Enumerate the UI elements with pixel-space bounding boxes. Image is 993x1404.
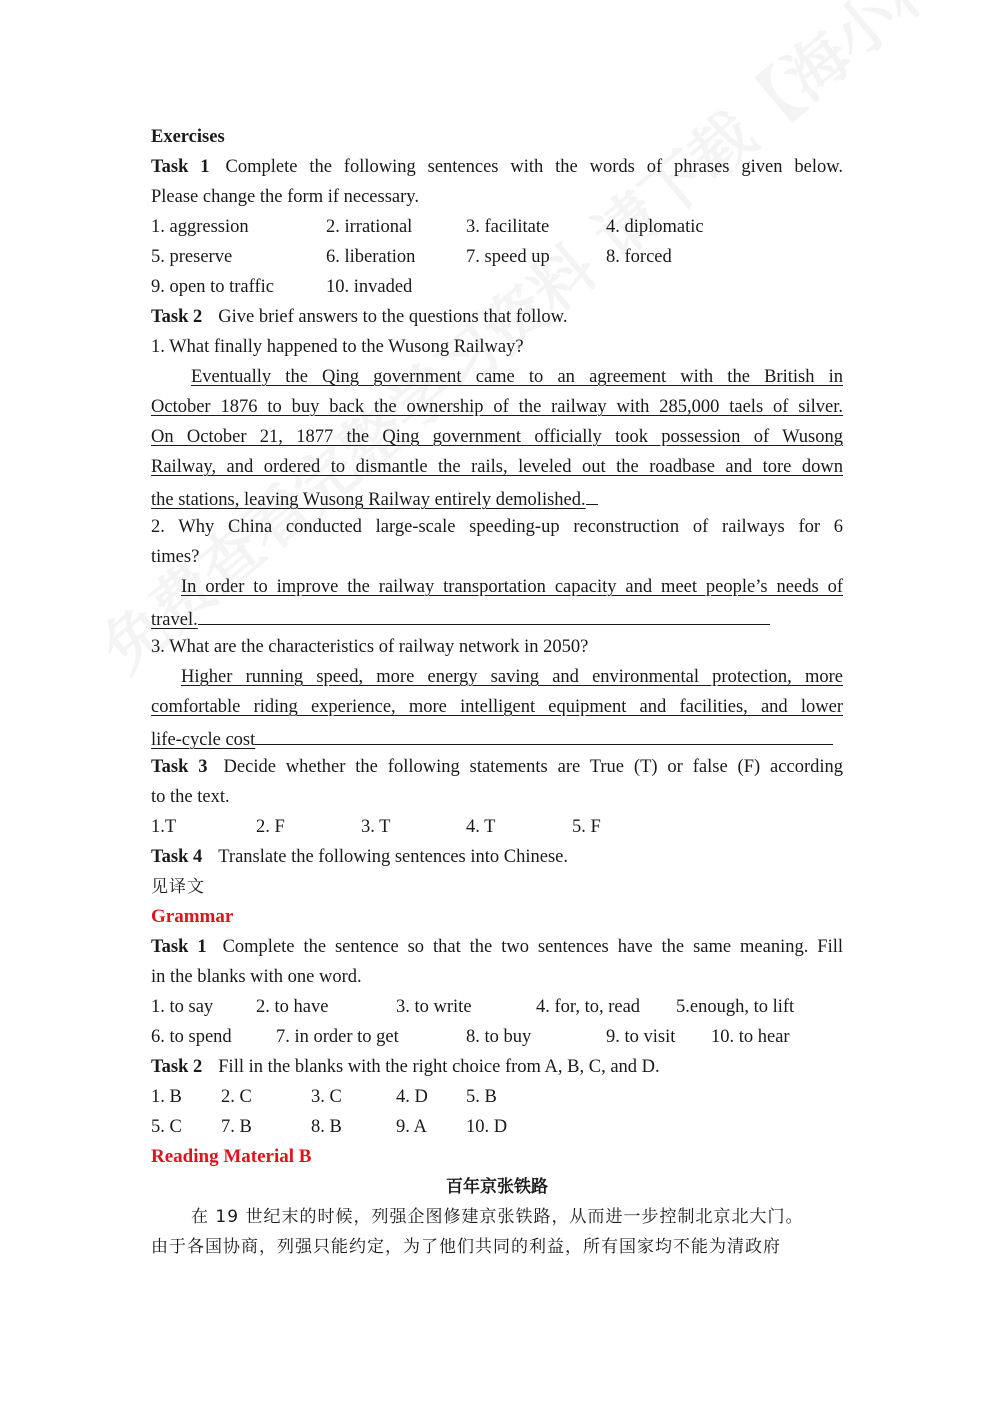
answer-row <box>151 1112 843 1142</box>
answer-item: 5. F <box>572 817 601 837</box>
exercise-task3-instruction: Task 3 Decide whether the following statements are True (T) or false (F) according <box>151 757 843 777</box>
task4-note: 见译文 <box>151 877 205 897</box>
word-item: 4. diplomatic <box>606 217 704 237</box>
answer-row <box>151 1082 843 1112</box>
answer-item: 1.T <box>151 817 177 837</box>
question-2: 2. Why China conducted large-scale speeding-up reconstruction of railways for 6 <box>151 517 843 537</box>
answer-item: 3. to write <box>396 997 472 1017</box>
answer-item: 3. T <box>361 817 391 837</box>
answer-item: 2. F <box>256 817 285 837</box>
answer-item: 4. D <box>396 1087 428 1107</box>
answer-item: 5. B <box>466 1087 497 1107</box>
answer-item: 4. T <box>466 817 496 837</box>
answer-line: travel. <box>151 602 843 632</box>
word-item: 1. aggression <box>151 217 249 237</box>
grammar-task1-instruction-cont: in the blanks with one word. <box>151 967 362 987</box>
word-list-row <box>151 272 843 302</box>
exercise-task1-instruction-cont: Please change the form if necessary. <box>151 187 419 207</box>
answer-item: 4. for, to, read <box>536 997 641 1017</box>
answer-line: comfortable riding experience, more intelligent equipment and facilities, and lower <box>151 697 843 717</box>
answer-line: life-cycle cost <box>151 722 843 752</box>
task-label: Task 3 <box>151 757 208 777</box>
answer-item: 2. C <box>221 1087 252 1107</box>
answer-3 <box>151 662 843 752</box>
question-2-cont: times? <box>151 547 200 567</box>
answer-item: 1. B <box>151 1087 182 1107</box>
word-item: 7. speed up <box>466 247 550 267</box>
exercise-task3-instruction-cont: to the text. <box>151 787 230 807</box>
answer-line: On October 21, 1877 the Qing government officially took possession of Wusong <box>151 427 843 447</box>
answer-item: 10. to hear <box>711 1027 790 1047</box>
answer-item: 7. B <box>221 1117 252 1137</box>
answer-item: 5. C <box>151 1117 182 1137</box>
answer-line: In order to improve the railway transportation capacity and meet people’s needs of <box>181 577 843 597</box>
word-item: 5. preserve <box>151 247 233 267</box>
reading-paragraph-line: 由于各国协商，列强只能约定，为了他们共同的利益，所有国家均不能为清政府 <box>151 1237 781 1257</box>
exercise-task2-instruction: Task 2 Give brief answers to the questions that follow. <box>151 307 568 327</box>
answer-line: Eventually the Qing government came to an agreement with the British in <box>191 367 843 387</box>
answer-item: 10. D <box>466 1117 508 1137</box>
task-label: Task 4 <box>151 847 203 867</box>
exercises-heading: Exercises <box>151 127 225 147</box>
grammar-task2-instruction: Task 2 Fill in the blanks with the right choice from A, B, C, and D. <box>151 1057 660 1077</box>
answer-item: 1. to say <box>151 997 214 1017</box>
answer-item: 3. C <box>311 1087 342 1107</box>
answer-line: October 1876 to buy back the ownership of the railway with 285,000 taels of silver. <box>151 397 843 417</box>
answer-item: 8. B <box>311 1117 342 1137</box>
reading-paragraph-line: 在 19 世纪末的时候，列强企图修建京张铁路，从而进一步控制北京北大门。 <box>191 1207 804 1227</box>
word-list-row <box>151 242 843 272</box>
answer-line: Railway, and ordered to dismantle the rails, leveled out the roadbase and tore down <box>151 457 843 477</box>
word-list-row <box>151 212 843 242</box>
question-3: 3. What are the characteristics of railway network in 2050? <box>151 637 589 657</box>
word-item: 10. invaded <box>326 277 413 297</box>
exercise-task4-instruction: Task 4 Translate the following sentences into Chinese. <box>151 847 568 867</box>
task-label: Task 2 <box>151 1057 203 1077</box>
grammar-task1-instruction: Task 1 Complete the sentence so that the two sentences have the same meaning. Fill <box>151 937 843 957</box>
answer-item: 9. A <box>396 1117 427 1137</box>
answer-item: 8. to buy <box>466 1027 532 1047</box>
word-item: 2. irrational <box>326 217 413 237</box>
exercise-task1-instruction: Task 1 Complete the following sentences with the words of phrases given below. <box>151 157 843 177</box>
answer-row <box>151 992 843 1022</box>
reading-title: 百年京张铁路 <box>446 1177 548 1197</box>
task-label: Task 1 <box>151 937 207 957</box>
grammar-heading: Grammar <box>151 906 234 927</box>
answer-item: 5.enough, to lift <box>676 997 795 1017</box>
word-item: 8. forced <box>606 247 672 267</box>
word-item: 3. facilitate <box>466 217 550 237</box>
answer-item: 7. in order to get <box>276 1027 399 1047</box>
answer-2 <box>151 572 843 632</box>
answer-item: 2. to have <box>256 997 329 1017</box>
answer-line: the stations, leaving Wusong Railway entirely demolished. <box>151 482 843 512</box>
answer-line: Higher running speed, more energy saving and environmental protection, more <box>181 667 843 687</box>
word-item: 9. open to traffic <box>151 277 274 297</box>
word-item: 6. liberation <box>326 247 416 267</box>
answer-item: 6. to spend <box>151 1027 232 1047</box>
answer-item: 9. to visit <box>606 1027 676 1047</box>
reading-heading: Reading Material B <box>151 1146 312 1167</box>
question-1: 1. What finally happened to the Wusong Railway? <box>151 337 524 357</box>
answer-row <box>151 1022 843 1052</box>
answer-row <box>151 812 843 842</box>
answer-1 <box>151 362 843 512</box>
task-label: Task 2 <box>151 307 203 327</box>
document-page <box>151 122 843 1262</box>
task-label: Task 1 <box>151 157 210 177</box>
